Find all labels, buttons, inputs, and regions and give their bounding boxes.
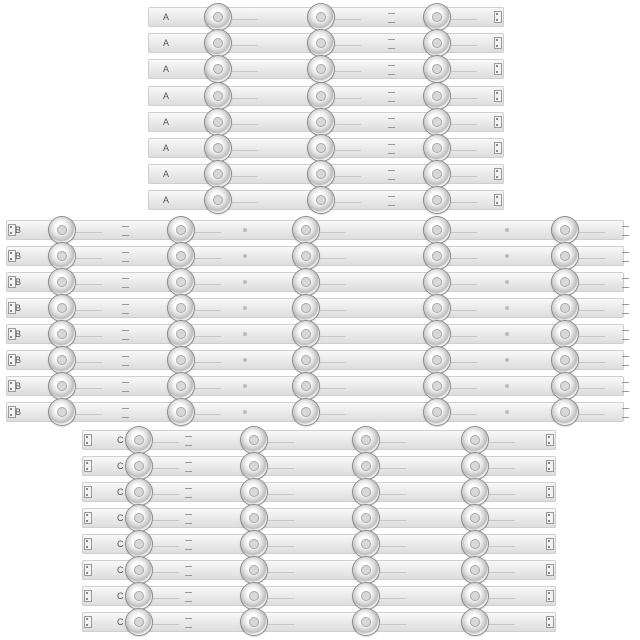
led-lens [293, 321, 319, 347]
led-lens [241, 531, 267, 557]
strip-type-label: B [15, 381, 22, 391]
led-lens [424, 83, 450, 109]
strip-type-label: A [163, 91, 170, 101]
mounting-hole [505, 306, 509, 310]
strip-trace [232, 98, 258, 99]
led-lens [49, 347, 75, 373]
printed-mark [122, 330, 129, 340]
connector [84, 434, 92, 446]
strip-trace [579, 284, 605, 285]
led-lens [293, 399, 319, 425]
strip-trace [320, 388, 346, 389]
led-lens [168, 347, 194, 373]
strip-trace [76, 284, 102, 285]
printed-mark [122, 356, 129, 366]
led-lens [462, 557, 488, 583]
connector [546, 538, 554, 550]
strip-trace [451, 124, 477, 125]
strip-trace [320, 284, 346, 285]
led-lens [424, 56, 450, 82]
strip-trace [195, 388, 221, 389]
strip-trace [268, 598, 294, 599]
printed-mark [622, 226, 629, 236]
strip-trace [380, 572, 406, 573]
led-lens [353, 505, 379, 531]
connector [546, 590, 554, 602]
strip-trace [195, 232, 221, 233]
led-lens [424, 135, 450, 161]
strip-type-label: C [117, 539, 124, 549]
printed-mark [185, 592, 192, 602]
strip-type-label: A [163, 38, 170, 48]
led-lens [552, 347, 578, 373]
connector [494, 116, 502, 128]
connector [84, 590, 92, 602]
strip-type-label: B [15, 407, 22, 417]
strip-trace [195, 414, 221, 415]
mounting-hole [505, 228, 509, 232]
led-lens [168, 243, 194, 269]
strip-trace [153, 442, 179, 443]
connector [494, 11, 502, 23]
printed-mark [388, 170, 395, 180]
strip-trace [335, 124, 361, 125]
strip-type-label: A [163, 12, 170, 22]
strip-trace [380, 442, 406, 443]
led-lens [241, 453, 267, 479]
strip-trace [153, 572, 179, 573]
printed-mark [122, 408, 129, 418]
strip-trace [579, 232, 605, 233]
strip-trace [268, 494, 294, 495]
strip-trace [451, 414, 477, 415]
led-lens [293, 269, 319, 295]
connector [494, 90, 502, 102]
printed-mark [388, 118, 395, 128]
connector [546, 616, 554, 628]
mounting-hole [243, 228, 247, 232]
strip-trace [489, 494, 515, 495]
strip-trace [579, 362, 605, 363]
led-lens [462, 453, 488, 479]
connector [546, 486, 554, 498]
connector [546, 564, 554, 576]
led-lens [205, 4, 231, 30]
strip-type-label: C [117, 487, 124, 497]
strip-trace [380, 494, 406, 495]
printed-mark [185, 436, 192, 446]
strip-trace [268, 572, 294, 573]
printed-mark [622, 330, 629, 340]
printed-mark [622, 382, 629, 392]
led-lens [424, 30, 450, 56]
strip-type-label: C [117, 565, 124, 575]
led-lens [552, 321, 578, 347]
led-lens [293, 347, 319, 373]
strip-trace [153, 468, 179, 469]
printed-mark [185, 618, 192, 628]
led-lens [308, 187, 334, 213]
mounting-hole [505, 384, 509, 388]
strip-trace [451, 284, 477, 285]
led-lens [293, 295, 319, 321]
strip-trace [195, 362, 221, 363]
strip-type-label: C [117, 617, 124, 627]
connector [84, 460, 92, 472]
strip-trace [335, 176, 361, 177]
strip-trace [232, 19, 258, 20]
strip-trace [76, 336, 102, 337]
connector [84, 616, 92, 628]
printed-mark [388, 39, 395, 49]
mounting-hole [243, 280, 247, 284]
led-lens [49, 269, 75, 295]
strip-trace [451, 336, 477, 337]
led-lens [49, 217, 75, 243]
strip-trace [380, 520, 406, 521]
strip-trace [335, 71, 361, 72]
mounting-hole [505, 280, 509, 284]
mounting-hole [505, 254, 509, 258]
strip-trace [76, 414, 102, 415]
led-lens [424, 161, 450, 187]
led-lens [424, 321, 450, 347]
connector [494, 37, 502, 49]
led-lens [293, 243, 319, 269]
led-lens [462, 531, 488, 557]
strip-type-label: A [163, 143, 170, 153]
strip-trace [451, 388, 477, 389]
strip-trace [489, 546, 515, 547]
printed-mark [622, 252, 629, 262]
connector [84, 486, 92, 498]
mounting-hole [243, 384, 247, 388]
led-lens [168, 217, 194, 243]
strip-trace [153, 624, 179, 625]
strip-trace [451, 98, 477, 99]
strip-trace [320, 414, 346, 415]
printed-mark [388, 92, 395, 102]
led-lens [353, 427, 379, 453]
led-lens [205, 161, 231, 187]
mounting-hole [243, 410, 247, 414]
led-lens [168, 321, 194, 347]
strip-type-label: B [15, 355, 22, 365]
connector [494, 142, 502, 154]
strip-trace [153, 520, 179, 521]
strip-trace [268, 546, 294, 547]
mounting-hole [243, 332, 247, 336]
connector [546, 460, 554, 472]
printed-mark [122, 278, 129, 288]
strip-trace [489, 520, 515, 521]
led-lens [126, 531, 152, 557]
printed-mark [122, 382, 129, 392]
led-lens [308, 83, 334, 109]
strip-type-label: C [117, 435, 124, 445]
led-lens [424, 4, 450, 30]
strip-type-label: A [163, 195, 170, 205]
strip-trace [451, 232, 477, 233]
led-lens [205, 109, 231, 135]
strip-trace [579, 258, 605, 259]
led-lens [424, 243, 450, 269]
led-lens [205, 30, 231, 56]
strip-trace [195, 336, 221, 337]
strip-trace [320, 362, 346, 363]
strip-trace [579, 414, 605, 415]
strip-trace [320, 232, 346, 233]
strip-trace [489, 572, 515, 573]
connector [84, 538, 92, 550]
led-lens [168, 269, 194, 295]
led-lens [241, 479, 267, 505]
led-lens [241, 427, 267, 453]
strip-trace [232, 124, 258, 125]
mounting-hole [505, 410, 509, 414]
strip-trace [195, 258, 221, 259]
led-lens [168, 399, 194, 425]
led-lens [241, 505, 267, 531]
strip-trace [489, 442, 515, 443]
printed-mark [185, 488, 192, 498]
strip-trace [76, 310, 102, 311]
printed-mark [122, 304, 129, 314]
led-lens [552, 217, 578, 243]
strip-type-label: B [15, 303, 22, 313]
strip-type-label: A [163, 117, 170, 127]
mounting-hole [243, 306, 247, 310]
strip-trace [76, 388, 102, 389]
strip-trace [380, 468, 406, 469]
led-lens [552, 295, 578, 321]
led-lens [205, 56, 231, 82]
strip-trace [579, 336, 605, 337]
led-lens [353, 609, 379, 635]
led-lens [168, 295, 194, 321]
led-lens [126, 505, 152, 531]
mounting-hole [243, 358, 247, 362]
led-lens [552, 243, 578, 269]
led-lens [308, 109, 334, 135]
strip-trace [232, 45, 258, 46]
strip-type-label: B [15, 329, 22, 339]
strip-type-label: B [15, 277, 22, 287]
strip-trace [153, 494, 179, 495]
led-lens [552, 269, 578, 295]
strip-trace [268, 442, 294, 443]
strip-trace [335, 19, 361, 20]
strip-trace [232, 150, 258, 151]
printed-mark [185, 462, 192, 472]
strip-trace [380, 598, 406, 599]
printed-mark [122, 226, 129, 236]
connector [546, 434, 554, 446]
led-lens [241, 557, 267, 583]
led-lens [462, 427, 488, 453]
led-lens [424, 399, 450, 425]
strip-trace [232, 71, 258, 72]
strip-trace [451, 71, 477, 72]
led-lens [241, 583, 267, 609]
strip-type-label: B [15, 251, 22, 261]
mounting-hole [505, 332, 509, 336]
mounting-hole [505, 358, 509, 362]
led-lens [424, 217, 450, 243]
led-lens [462, 609, 488, 635]
strip-trace [76, 258, 102, 259]
strip-trace [380, 546, 406, 547]
led-lens [205, 83, 231, 109]
strip-trace [451, 150, 477, 151]
led-lens [462, 479, 488, 505]
printed-mark [185, 540, 192, 550]
strip-trace [451, 202, 477, 203]
led-lens [424, 347, 450, 373]
led-lens [49, 399, 75, 425]
led-lens [168, 373, 194, 399]
led-lens [552, 373, 578, 399]
led-lens [353, 453, 379, 479]
connector [494, 194, 502, 206]
led-lens [353, 479, 379, 505]
strip-trace [451, 19, 477, 20]
strip-type-label: A [163, 64, 170, 74]
strip-trace [579, 310, 605, 311]
strip-trace [268, 468, 294, 469]
strip-trace [380, 624, 406, 625]
strip-trace [335, 45, 361, 46]
strip-trace [268, 520, 294, 521]
printed-mark [388, 13, 395, 23]
strip-trace [153, 546, 179, 547]
mounting-hole [243, 254, 247, 258]
printed-mark [388, 196, 395, 206]
led-lens [293, 373, 319, 399]
led-lens [49, 373, 75, 399]
strip-trace [489, 468, 515, 469]
printed-mark [185, 514, 192, 524]
led-lens [353, 583, 379, 609]
led-lens [424, 187, 450, 213]
connector [546, 512, 554, 524]
strip-trace [579, 388, 605, 389]
led-lens [462, 583, 488, 609]
strip-trace [320, 258, 346, 259]
led-lens [424, 109, 450, 135]
led-lens [308, 4, 334, 30]
strip-type-label: A [163, 169, 170, 179]
led-lens [126, 557, 152, 583]
strip-trace [489, 624, 515, 625]
strip-trace [320, 310, 346, 311]
strip-trace [153, 598, 179, 599]
strip-trace [451, 176, 477, 177]
printed-mark [622, 356, 629, 366]
printed-mark [622, 278, 629, 288]
led-lens [126, 479, 152, 505]
led-lens [308, 161, 334, 187]
led-lens [126, 583, 152, 609]
strip-trace [335, 150, 361, 151]
strip-trace [195, 310, 221, 311]
led-lens [241, 609, 267, 635]
strip-type-label: C [117, 513, 124, 523]
printed-mark [388, 144, 395, 154]
led-lens [424, 373, 450, 399]
led-lens [126, 427, 152, 453]
led-lens [293, 217, 319, 243]
led-lens [126, 609, 152, 635]
strip-trace [320, 336, 346, 337]
strip-trace [451, 310, 477, 311]
strip-type-label: C [117, 591, 124, 601]
led-lens [424, 295, 450, 321]
led-lens [205, 135, 231, 161]
led-lens [49, 321, 75, 347]
led-lens [49, 295, 75, 321]
led-lens [552, 399, 578, 425]
led-lens [126, 453, 152, 479]
strip-trace [76, 362, 102, 363]
strip-trace [451, 362, 477, 363]
printed-mark [622, 408, 629, 418]
strip-trace [195, 284, 221, 285]
led-lens [49, 243, 75, 269]
led-lens [424, 269, 450, 295]
led-lens [308, 30, 334, 56]
strip-trace [232, 202, 258, 203]
connector [84, 564, 92, 576]
strip-trace [232, 176, 258, 177]
strip-trace [335, 98, 361, 99]
led-lens [308, 135, 334, 161]
led-lens [353, 557, 379, 583]
printed-mark [622, 304, 629, 314]
led-lens [205, 187, 231, 213]
led-lens [308, 56, 334, 82]
connector [84, 512, 92, 524]
printed-mark [388, 65, 395, 75]
led-lens [462, 505, 488, 531]
strip-trace [451, 45, 477, 46]
strip-trace [76, 232, 102, 233]
led-lens [353, 531, 379, 557]
printed-mark [122, 252, 129, 262]
strip-trace [451, 258, 477, 259]
strip-type-label: B [15, 225, 22, 235]
connector [494, 63, 502, 75]
strip-trace [335, 202, 361, 203]
strip-trace [489, 598, 515, 599]
connector [494, 168, 502, 180]
strip-trace [268, 624, 294, 625]
strip-type-label: C [117, 461, 124, 471]
printed-mark [185, 566, 192, 576]
